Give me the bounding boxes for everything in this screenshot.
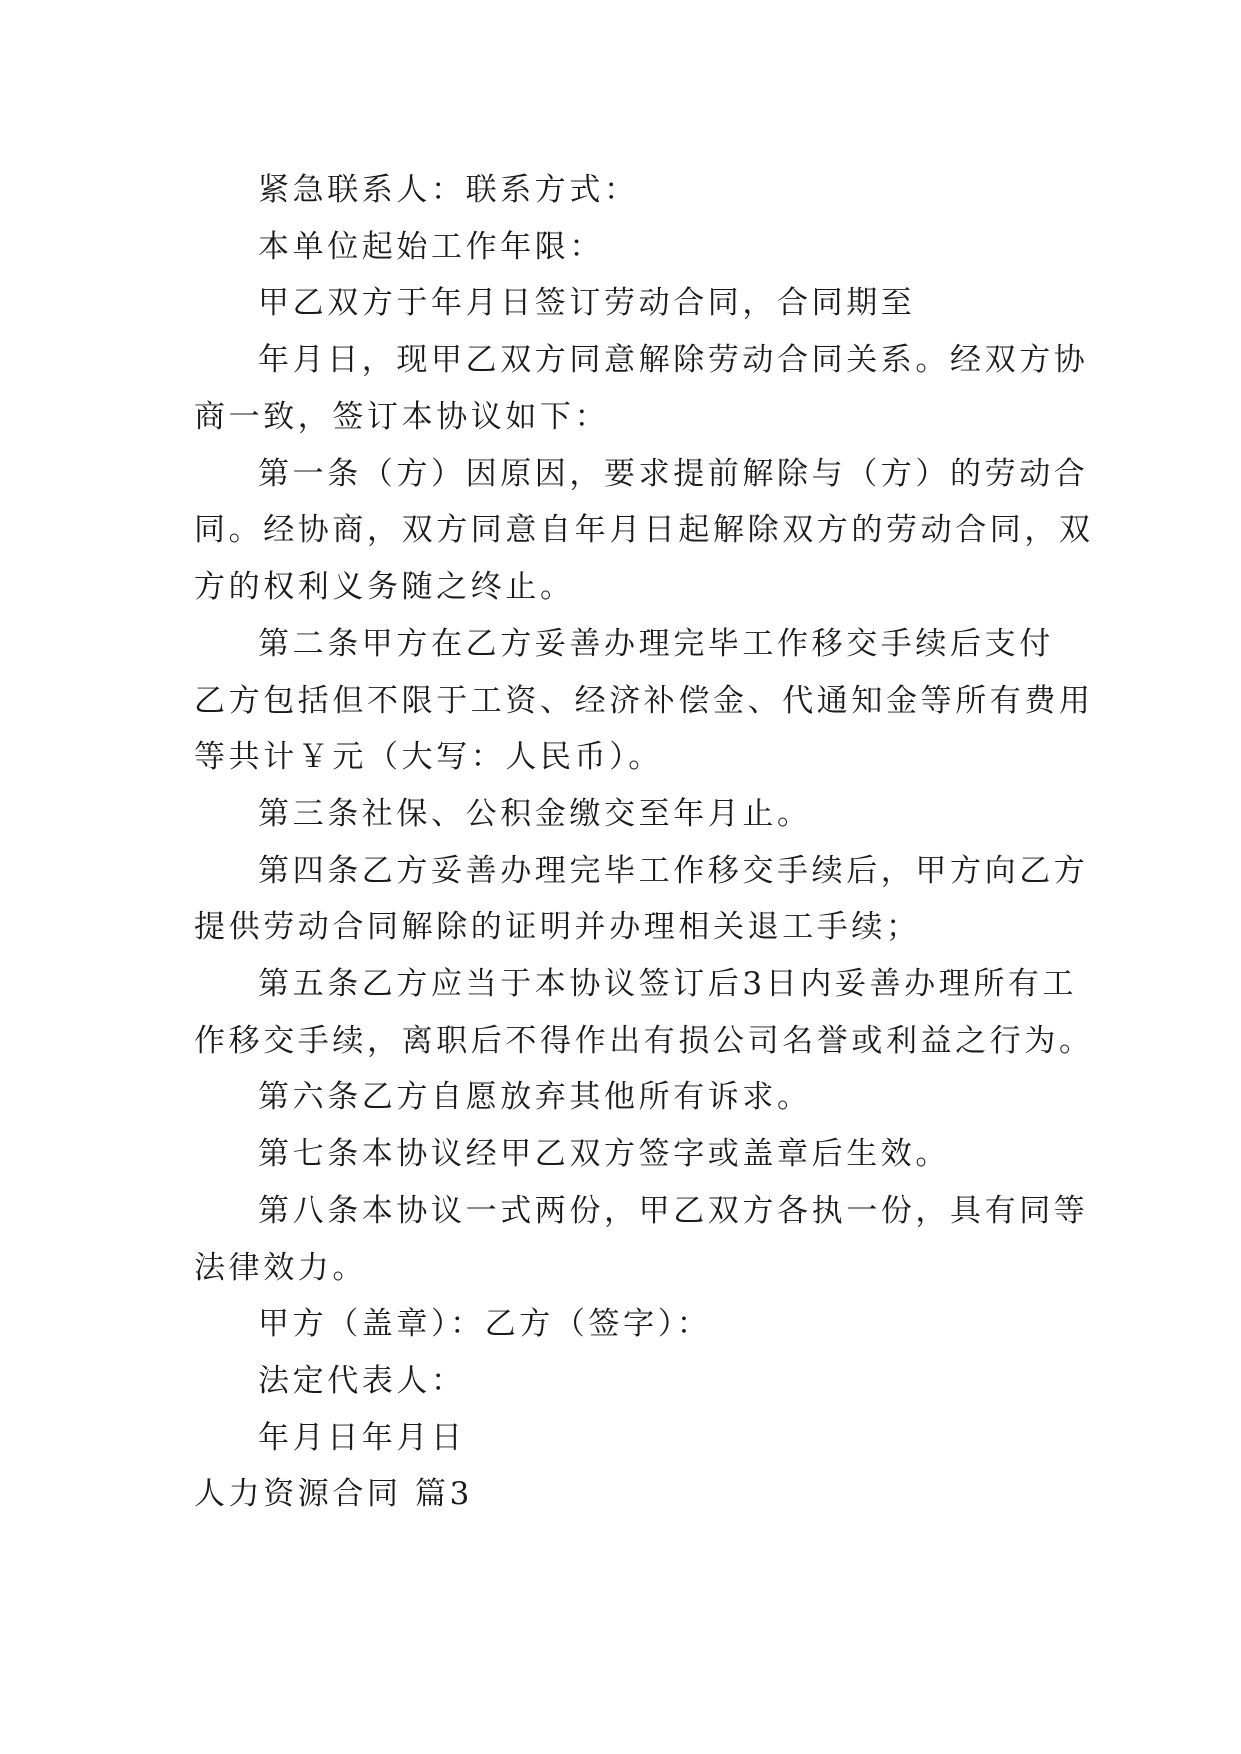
- article-3-line: 第三条社保、公积金缴交至年月止。: [258, 796, 812, 832]
- emergency-contact-line: 紧急联系人：联系方式：: [258, 172, 639, 208]
- article-1-line: 同。经协商，双方同意自年月日起解除双方的劳动合同，双: [194, 512, 1094, 548]
- article-2-line: 乙方包括但不限于工资、经济补偿金、代通知金等所有费用: [194, 683, 1094, 719]
- article-5-line: 第五条乙方应当于本协议签订后3日内妥善办理所有工: [258, 966, 1078, 1002]
- signature-parties-line: 甲方（盖章）：乙方（签字）：: [258, 1306, 712, 1342]
- article-4-line: 第四条乙方妥善办理完毕工作移交手续后，甲方向乙方: [258, 853, 1089, 889]
- signature-date-line: 年月日年月日: [258, 1420, 466, 1456]
- article-8-line: 第八条本协议一式两份，甲乙双方各执一份，具有同等: [258, 1193, 1089, 1229]
- article-4-line: 提供劳动合同解除的证明并办理相关退工手续；: [194, 909, 921, 945]
- article-1-line: 方的权利义务随之终止。: [194, 569, 575, 605]
- intro-paragraph-line: 甲乙双方于年月日签订劳动合同，合同期至: [258, 285, 916, 321]
- article-7-line: 第七条本协议经甲乙双方签字或盖章后生效。: [258, 1136, 950, 1172]
- intro-paragraph-line: 商一致，签订本协议如下：: [194, 399, 610, 435]
- article-1-line: 第一条（方）因原因，要求提前解除与（方）的劳动合: [258, 456, 1089, 492]
- article-2-line: 第二条甲方在乙方妥善办理完毕工作移交手续后支付: [258, 626, 1054, 662]
- article-2-line: 等共计￥元（大写：人民币）。: [194, 739, 663, 775]
- intro-paragraph-line: 年月日，现甲乙双方同意解除劳动合同关系。经双方协: [258, 342, 1089, 378]
- legal-representative-line: 法定代表人：: [258, 1363, 466, 1399]
- article-8-line: 法律效力。: [194, 1250, 367, 1286]
- start-year-line: 本单位起始工作年限：: [258, 229, 604, 265]
- article-6-line: 第六条乙方自愿放弃其他所有诉求。: [258, 1079, 812, 1115]
- article-5-line: 作移交手续，离职后不得作出有损公司名誉或利益之行为。: [194, 1023, 1094, 1059]
- section-heading: 人力资源合同 篇3: [194, 1476, 473, 1512]
